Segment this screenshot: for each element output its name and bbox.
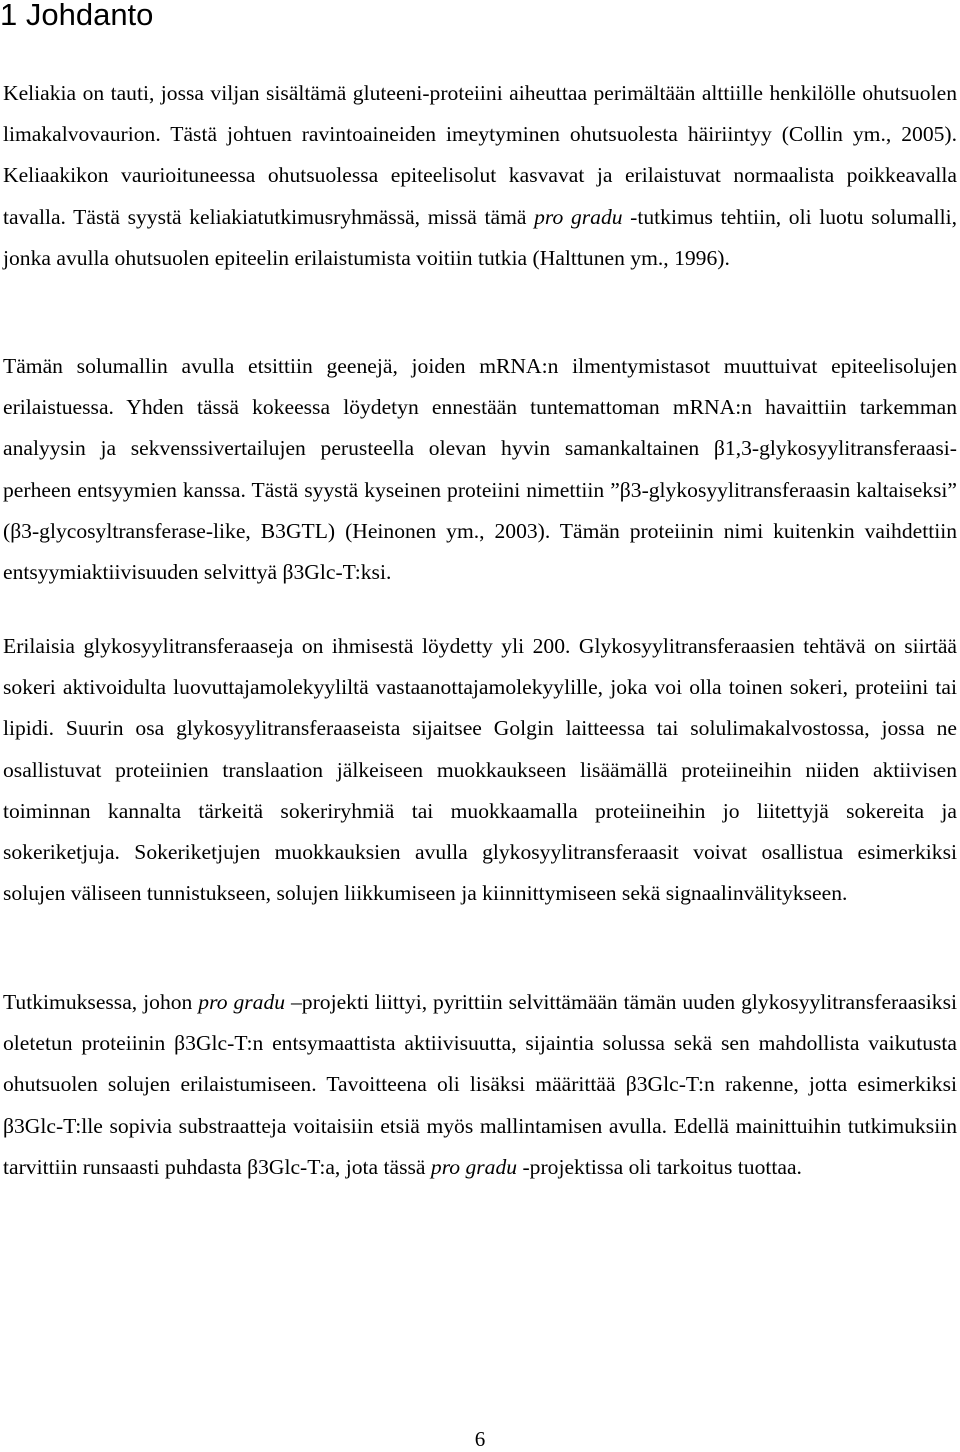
paragraph-glykosyylitransferaasit: Erilaisia glykosyylitransferaaseja on ihmisestä löydetty yli 200. Glykosyylitransferaasien tehtävä on siirtää sokeri aktivoidulta luovuttajamolekyyliltä vastaanottajamolekyylille, joka voi olla toinen sokeri, proteiini tai lipidi. Suurin osa glykosyylitransferaaseista sijaitsee Golgin laitteessa tai solulimakalvostossa, jossa ne osallistuvat proteiinien translaation jälkeiseen muokkaukseen lisäämällä proteiineihin niiden aktiivisen toiminnan kannalta tärkeitä sokeriryhmiä tai muokkaamalla proteiineihin jo liitettyjä sokereita ja sokeriketjuja. Sokeriketjujen muokkauksien avulla glykosyylitransferaasit voivat osallistua esimerkiksi solujen väliseen tunnistukseen, solujen liikkumiseen ja kiinnittymiseen sekä signaalinvälitykseen.	[3, 634, 957, 906]
paragraph-text: -projektissa oli tarkoitus tuottaa.	[517, 1154, 802, 1179]
paragraph-keliakia	[3, 73, 957, 279]
paragraph-text: Tutkimuksessa, johon	[3, 990, 199, 1014]
paragraph-text: –projekti liittyi, pyrittiin selvittämään tämän uuden glykosyylitransferaasiksi oletetun proteiinin β3Glc-T:n entsymaattista aktiivisuutta, sijaintia solussa sekä sen mahdollista vaikutusta ohutsuolen solujen erilaistumiseen. Tavoitteena oli lisäksi määrittää β3Glc-T:n rakenne, jotta esimerkiksi β3Glc-T:lle sopivia substraatteja voitaisiin etsiä myös mallintamisen avulla. Edellä mainittuihin tutkimuksiin tarvittiin runsaasti puhdasta β3Glc-T:a, jota tässä	[3, 990, 958, 1179]
paragraph-text: -tutkimus tehtiin, oli luotu solumalli, jonka avulla ohutsuolen epiteelin erilaistumista voitiin tutkia (Halttunen ym., 1996).	[3, 204, 958, 270]
paragraph-solumalli: Tämän solumallin avulla etsittiin geenejä, joiden mRNA:n ilmentymistasot muuttuivat epiteelisolujen erilaistuessa. Yhden tässä kokeessa löydetyn ennestään tuntemattoman mRNA:n havaittiin tarkemman analyysin ja sekvenssivertailujen perusteella olevan hyvin samankaltainen β1,3-glykosyylitransferaasi-perheen entsyymien kanssa. Tästä syystä kyseinen proteiini nimettiin ”β3-glykosyylitransferaasin kaltaiseksi” (β3-glycosyltransferase-like, B3GTL) (Heinonen ym., 2003). Tämän proteiinin nimi kuitenkin vaihdettiin entsyymiaktiivisuuden selvittyä β3Glc-T:ksi.	[3, 354, 957, 585]
paragraph-tutkimus	[3, 982, 957, 1188]
page-number: 6	[474, 1427, 486, 1451]
chapter-heading: 1 Johdanto	[0, 0, 154, 32]
paragraph-text: Keliakia on tauti, jossa viljan sisältämä gluteeni-proteiini aiheuttaa perimältään alttiille henkilölle ohutsuolen limakalvovaurion. Tästä johtuen ravintoaineiden imeytyminen ohutsuolesta häiriintyy (Collin ym., 2005). Keliaakikon vaurioituneessa ohutsuolessa epiteelisolut kasvavat ja erilaistuvat normaalista poikkeavalla tavalla. Tästä syystä keliakiatutkimusryhmässä, missä tämä	[3, 81, 957, 229]
italic-term: pro gradu	[198, 990, 286, 1014]
italic-term: pro gradu	[430, 1154, 518, 1179]
italic-term: pro gradu	[534, 204, 623, 229]
